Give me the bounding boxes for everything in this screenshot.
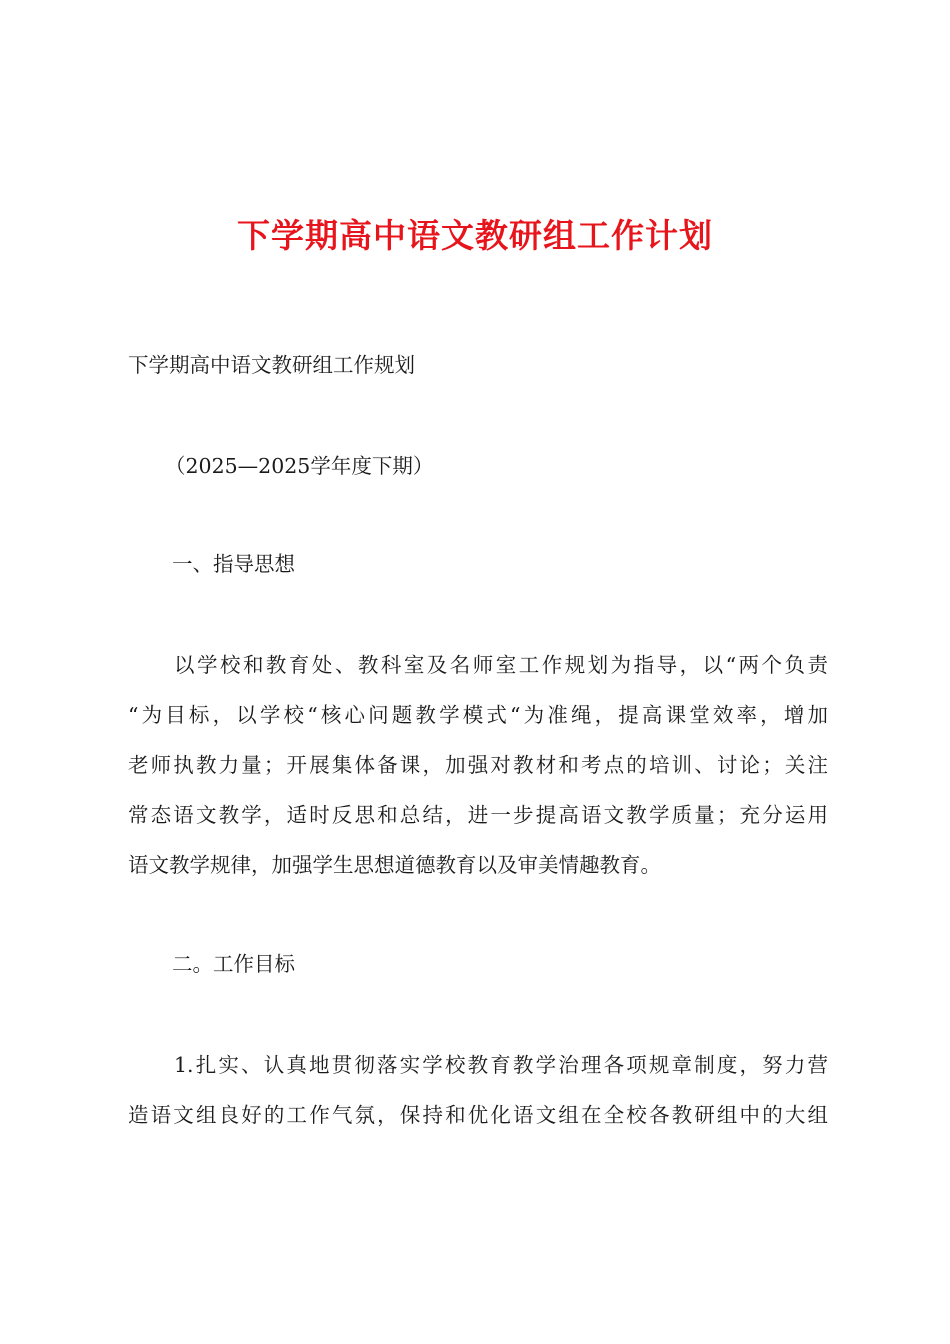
paragraph-line: 1.扎实、认真地贯彻落实学校教育教学治理各项规章制度，努力营 <box>174 1053 828 1077</box>
document-title: 下学期高中语文教研组工作计划 <box>237 216 713 255</box>
section-paragraph-guiding-ideology <box>128 652 828 902</box>
paragraph-line: “为目标，以学校“核心问题教学模式“为准绳，提高课堂效率，增加 <box>128 703 828 727</box>
section-heading-guiding-ideology: 一、指导思想 <box>172 552 295 576</box>
section-paragraph-work-goals <box>128 1052 828 1152</box>
section-heading-work-goals: 二。工作目标 <box>172 952 295 976</box>
document-subtitle: 下学期高中语文教研组工作规划 <box>128 353 415 377</box>
paragraph-line: 常态语文教学，适时反思和总结，进一步提高语文教学质量；充分运用 <box>128 803 828 827</box>
academic-period: （2025—2025学年度下期） <box>165 454 434 478</box>
paragraph-line: 语文教学规律，加强学生思想道德教育以及审美情趣教育。 <box>128 853 661 877</box>
paragraph-line: 以学校和教育处、教科室及名师室工作规划为指导，以“两个负责 <box>174 653 828 677</box>
paragraph-line: 老师执教力量；开展集体备课，加强对教材和考点的培训、讨论；关注 <box>128 753 828 777</box>
paragraph-line: 造语文组良好的工作气氛，保持和优化语文组在全校各教研组中的大组 <box>128 1103 828 1127</box>
